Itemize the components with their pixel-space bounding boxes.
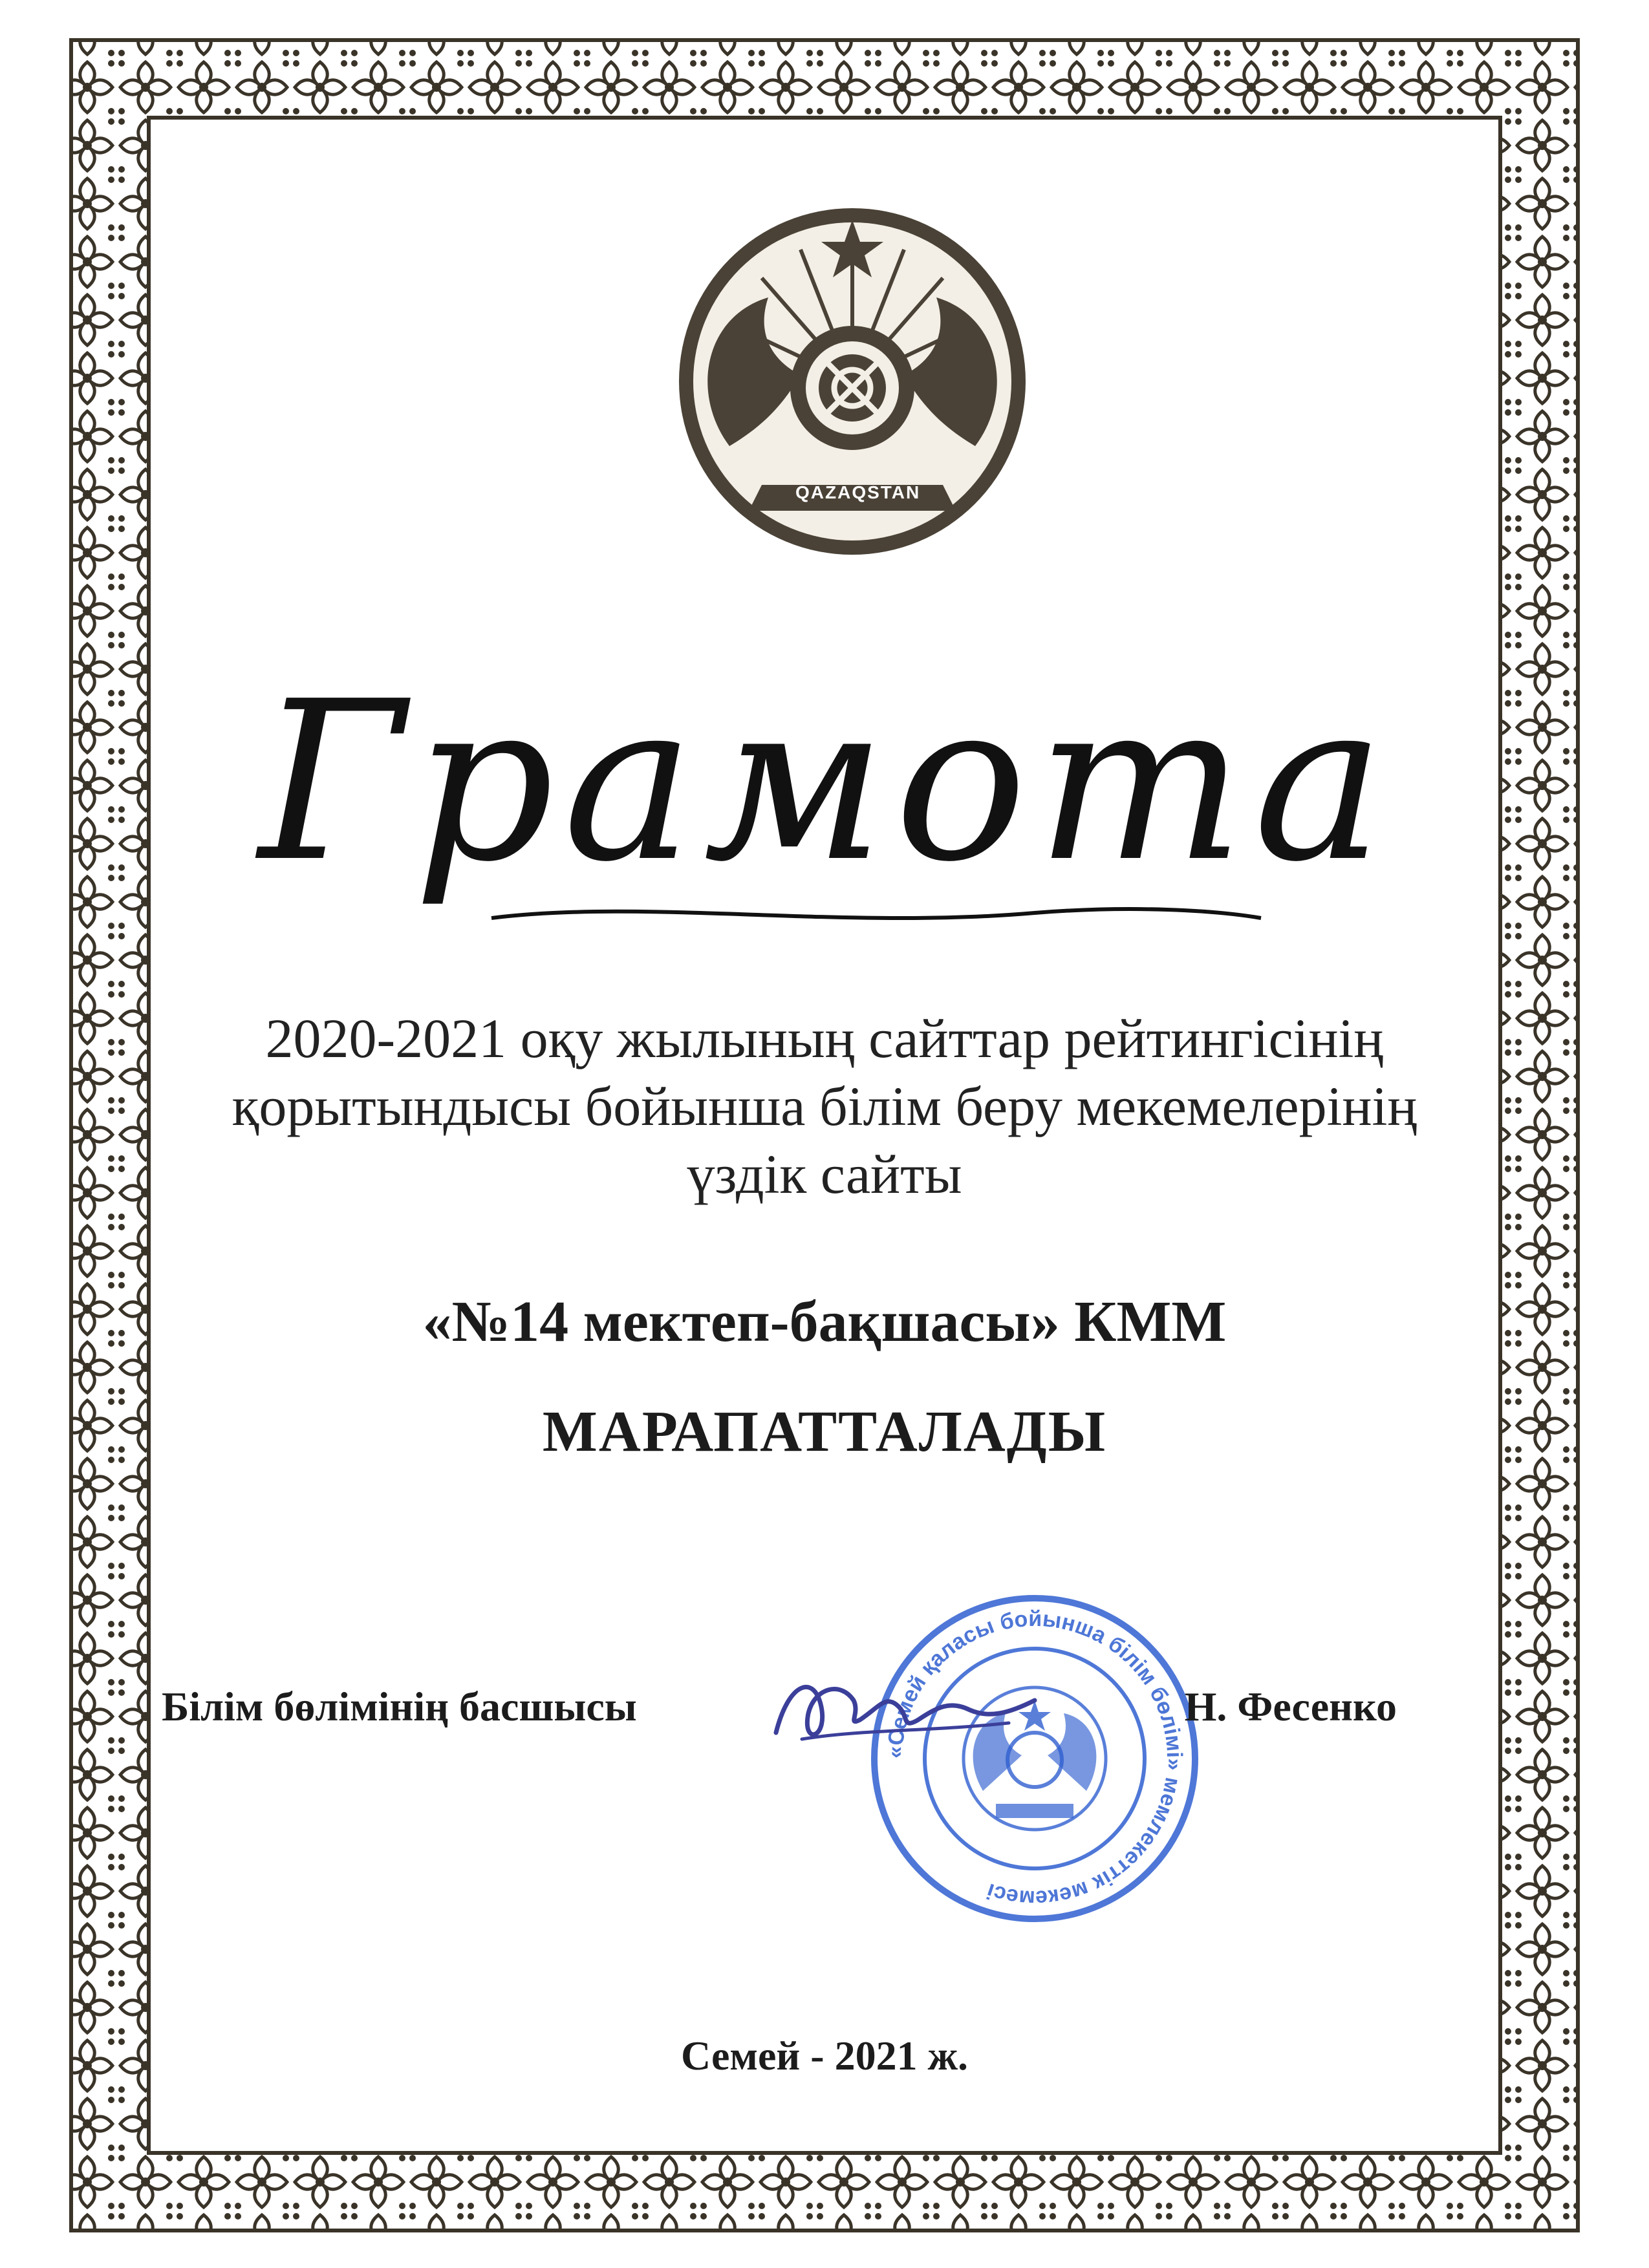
official-stamp xyxy=(867,1590,1203,1927)
awarded-heading: МАРАПАТТАЛАДЫ xyxy=(542,1400,1107,1464)
emblem-motto: QAZAQSTAN xyxy=(795,482,921,502)
award-reason-line-1: 2020-2021 оқу жылының сайттар рейтингісінің xyxy=(265,1007,1384,1069)
award-reason-line-3: үздік сайты xyxy=(687,1143,962,1205)
stamp-ring-text: «Семей қаласы бойынша білім бөлімі» мемлекеттік мекемесі xyxy=(882,1606,1187,1911)
title-flourish xyxy=(453,899,1293,931)
recipient-organization: «№14 мектеп-бақшасы» КММ xyxy=(422,1290,1227,1354)
coat-of-arms-emblem xyxy=(652,200,1053,562)
award-reason-line-2: қорытындысы бойынша білім беру мекемелерінің xyxy=(232,1075,1417,1137)
signatory-name: Н. Фесенко xyxy=(1184,1684,1397,1729)
certificate-title: Грамота xyxy=(259,654,1394,910)
signatory-position: Білім бөлімінің басшысы xyxy=(162,1684,637,1729)
place-and-date: Семей - 2021 ж. xyxy=(681,2033,968,2079)
handwritten-signature xyxy=(763,1655,1048,1759)
